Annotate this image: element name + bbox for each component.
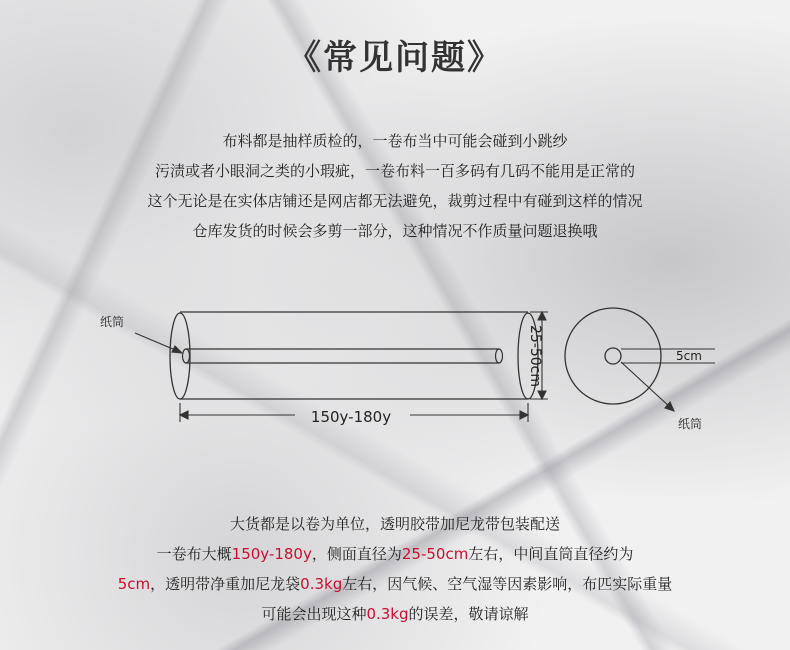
- bottom-line-2: [0, 539, 790, 569]
- left-tube-pointer: [135, 333, 182, 353]
- error-highlight: 0.3kg: [366, 605, 409, 623]
- intro-line: 污渍或者小眼洞之类的小瑕疵，一卷布料一百多码有几码不能用是正常的: [154, 162, 635, 180]
- bottom-line-4: [0, 599, 790, 629]
- core-label: 5cm: [676, 349, 702, 363]
- text-segment: 左右，因气候、空气湿等因素影响，布匹实际重量: [342, 575, 673, 593]
- intro-line: 布料都是抽样质检的，一卷布当中可能会碰到小跳纱: [222, 132, 568, 150]
- length-highlight: 150y-180y: [231, 545, 312, 563]
- page-title: 《常见问题》: [287, 38, 503, 78]
- bottom-line-1: 大货都是以卷为单位，透明胶带加尼龙带包装配送: [229, 515, 560, 533]
- text-segment: 一卷布大概: [156, 545, 232, 563]
- length-label: 150y-180y: [310, 408, 392, 426]
- text-segment: 的误差，敬请谅解: [408, 605, 529, 623]
- text-segment: 左右，中间直筒直径约为: [468, 545, 634, 563]
- core-highlight: 5cm: [117, 575, 151, 593]
- intro-line: 仓库发货的时候会多剪一部分，这种情况不作质量问题退换哦: [192, 222, 598, 240]
- intro-line: 这个无论是在实体店铺还是网店都无法避免，裁剪过程中有碰到这样的情况: [147, 192, 643, 210]
- paper-tube: [183, 349, 503, 363]
- roll-end-view: [565, 308, 661, 404]
- bottom-line-3: [0, 569, 790, 599]
- weight-highlight: 0.3kg: [300, 575, 343, 593]
- text-segment: ，侧面直径为: [311, 545, 402, 563]
- right-tube-label: 纸筒: [678, 417, 703, 431]
- diameter-label: 25-50cm: [527, 324, 543, 388]
- text-segment: 可能会出现这种: [261, 605, 367, 623]
- roll-cylinder: [170, 312, 538, 399]
- diameter-highlight: 25-50cm: [401, 545, 469, 563]
- right-tube-pointer: [621, 362, 674, 411]
- bottom-paragraph: [0, 509, 790, 629]
- left-tube-label: 纸筒: [100, 315, 125, 329]
- text-segment: ，透明带净重加尼龙袋: [150, 575, 301, 593]
